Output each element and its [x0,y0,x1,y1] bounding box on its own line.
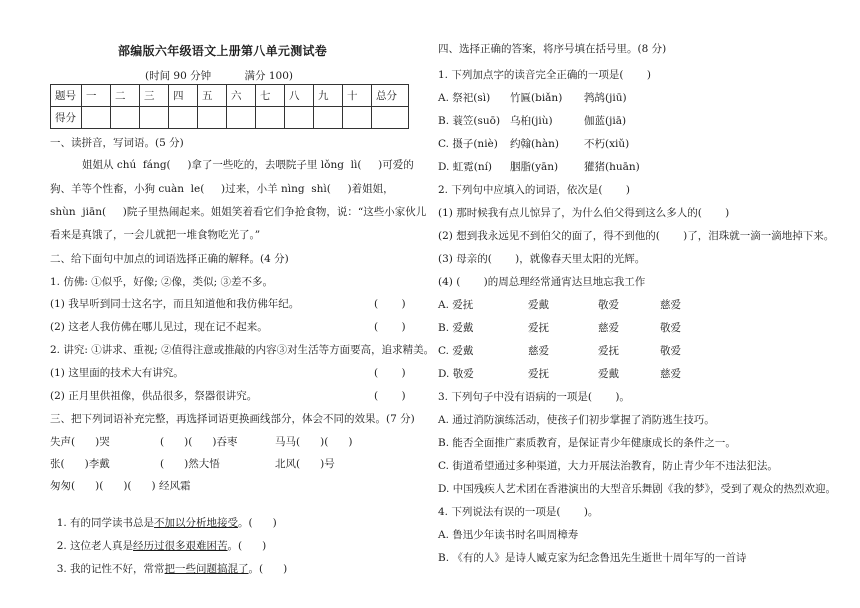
score-input-cell[interactable] [285,107,314,129]
question-line: 2. 讲究: ①讲求、重视; ②值得注意或推敲的内容③对生活等方面要高，追求精美。 [50,344,435,356]
option-text: 竹匾(biǎn) [510,92,563,104]
option-text: 慈爱 [660,368,681,380]
option-a[interactable]: A. 鲁迅少年读书时名叫周樟寿 [438,529,579,541]
option-text: 不朽(xiǔ) [584,138,630,150]
score-input-cell[interactable] [343,107,372,129]
option-c[interactable]: C. 爱戴 [438,345,474,357]
question-text: 3. 我的记性不好，常常 [56,563,165,575]
underlined-phrase: 不加以分析地接受 [154,517,239,529]
score-table-score-row [51,107,409,129]
answer-blank[interactable]: 。( ) [227,540,267,552]
passage-line: 姐姐从 chú fáng( )拿了一些吃的，去喂院子里 lǒng lì( )可爱的 [82,159,414,171]
question-line: 3. 下列句子中没有语病的一项是( )。 [438,391,630,403]
passage-line: 狗、羊等个性畜，小狗 cuàn le( )过来，小羊 nìng shì( )着姐姐， [50,183,394,195]
score-cell: 二 [111,85,140,107]
passage-line: shùn jiān( )院子里热闹起来。姐姐笑着看它们争抢食物，说：“这些小家伙儿 [50,206,427,218]
question-line: (1) 这里面的技术大有讲究。 [50,367,184,379]
option-text: 鹁鸪(jiū) [584,92,627,104]
question-line: 1. 仿佛: ①似乎，好像; ②像，类似; ③差不多。 [50,276,273,288]
exam-subtitle: (时间 90 分钟 满分 100) [145,70,293,82]
score-table-header-row [51,85,409,107]
option-b[interactable]: B. 爱戴 [438,322,474,334]
option-text: 伽蓝(jiā) [584,115,627,127]
question-line: (4) ( )的周总理经常通宵达旦地忘我工作 [438,276,646,288]
option-text: 爱抚 [528,368,549,380]
question-line: 4. 下列说法有误的一项是( )。 [438,506,599,518]
question-line: (1) 那时候我有点儿惊异了，为什么伯父得到这么多人的( ) [438,207,730,219]
section-4-heading: 四、选择正确的答案，将序号填在括号里。(8 分) [438,43,667,55]
option-d[interactable]: D. 敬爱 [438,368,474,380]
option-text: 爱戴 [528,299,549,311]
score-cell: 得分 [51,107,82,129]
answer-blank[interactable]: 。( ) [248,563,288,575]
score-cell: 九 [314,85,343,107]
score-input-cell[interactable] [372,107,409,129]
idiom-blank[interactable]: 马马( )( ) [275,436,353,448]
question-line: (2) 正月里供祖像，供品很多，祭器很讲究。 [50,390,258,402]
score-input-cell[interactable] [198,107,227,129]
section-1-heading: 一、读拼音，写词语。(5 分) [50,137,184,149]
option-text: 爱戴 [598,368,619,380]
underlined-phrase: 把一些问题搞混了 [164,563,249,575]
section-3-heading: 三、把下列词语补充完整，再选择词语更换画线部分，体会不同的效果。(7 分) [50,413,415,425]
question-line: (1) 我早听到同士这名字，而且知道他和我仿佛年纪。 [50,298,300,310]
option-text: 慈爱 [598,322,619,334]
idiom-blank[interactable]: 失声( )哭 [50,436,110,448]
option-text: 敬爱 [660,322,681,334]
score-cell: 六 [227,85,256,107]
score-cell: 八 [285,85,314,107]
score-cell: 一 [82,85,111,107]
answer-blank[interactable]: ( ) [374,367,406,379]
underlined-phrase: 经历过很多艰难困苦 [133,540,228,552]
option-text: 獾猪(huān) [584,161,640,173]
score-input-cell[interactable] [140,107,169,129]
option-d[interactable]: D. 虹霓(ní) [438,161,493,173]
option-text: 慈爱 [660,299,681,311]
option-a[interactable]: A. 爱抚 [438,299,474,311]
score-input-cell[interactable] [256,107,285,129]
answer-blank[interactable]: ( ) [374,298,406,310]
question-line: 2. 下列句中应填入的词语，依次是( ) [438,184,630,196]
answer-blank[interactable]: ( ) [374,390,406,402]
question-line: (2) 这老人我仿佛在哪儿见过，现在记不起来。 [50,321,268,333]
score-cell: 三 [140,85,169,107]
option-c[interactable]: C. 摄子(niè) [438,138,498,150]
option-text: 约翰(hàn) [510,138,559,150]
score-input-cell[interactable] [82,107,111,129]
option-b[interactable]: B. 《有的人》是诗人臧克家为纪念鲁迅先生逝世十周年写的一首诗 [438,552,747,564]
option-d[interactable]: D. 中国残疾人艺术团在香港演出的大型音乐舞剧《我的梦》，受到了观众的热烈欢迎。 [438,483,836,495]
option-text: 爱抚 [528,322,549,334]
question-line [50,548,287,576]
idiom-blank[interactable]: 匆匆( )( )( ) 经风霜 [50,480,191,492]
exam-title: 部编版六年级语文上册第八单元测试卷 [118,44,328,58]
question-line: (2) 想到我永远见不到伯父的面了，得不到他的( )了，泪珠就一滴一滴地掉下来。 [438,230,835,242]
score-input-cell[interactable] [169,107,198,129]
option-c[interactable]: C. 街道希望通过多种渠道，大力开展法治教育，防止青少年不违法犯法。 [438,460,778,472]
option-text: 爱抚 [598,345,619,357]
score-cell: 五 [198,85,227,107]
score-input-cell[interactable] [314,107,343,129]
question-line: 1. 下列加点字的读音完全正确的一项是( ) [438,69,651,81]
score-cell: 四 [169,85,198,107]
answer-blank[interactable]: ( ) [374,321,406,333]
score-input-cell[interactable] [227,107,256,129]
question-text: 2. 这位老人真是 [56,540,134,552]
option-text: 乌桕(jiù) [510,115,553,127]
idiom-blank[interactable]: 张( )李戴 [50,458,110,470]
option-text: 敬爱 [660,345,681,357]
passage-line: 看来是真饿了，一会儿就把一堆食物吃光了。” [50,229,261,241]
answer-blank[interactable]: 。( ) [238,517,277,529]
score-cell: 十 [343,85,372,107]
option-b[interactable]: B. 蓑笠(suō) [438,115,501,127]
score-input-cell[interactable] [111,107,140,129]
score-cell: 七 [256,85,285,107]
option-a[interactable]: A. 通过消防演练活动，使孩子们初步掌握了消防逃生技巧。 [438,414,715,426]
question-text: 1. 有的同学读书总是 [56,517,155,529]
option-a[interactable]: A. 祭祀(sì) [438,92,491,104]
option-text: 慈爱 [528,345,549,357]
section-2-heading: 二、给下面句中加点的词语选择正确的解释。(4 分) [50,253,289,265]
option-text: 敬爱 [598,299,619,311]
question-line: (3) 母亲的( )，就像春天里太阳的光辉。 [438,253,646,265]
score-cell: 总分 [372,85,409,107]
idiom-blank[interactable]: ( )然大悟 [160,458,220,470]
score-cell: 题号 [51,85,82,107]
idiom-blank[interactable]: ( )( )吞枣 [160,436,238,448]
option-text: 胭脂(yān) [510,161,559,173]
score-table [50,84,409,129]
idiom-blank[interactable]: 北风( )号 [275,458,335,470]
option-b[interactable]: B. 能否全面推广素质教育，是保证青少年健康成长的条件之一。 [438,437,736,449]
